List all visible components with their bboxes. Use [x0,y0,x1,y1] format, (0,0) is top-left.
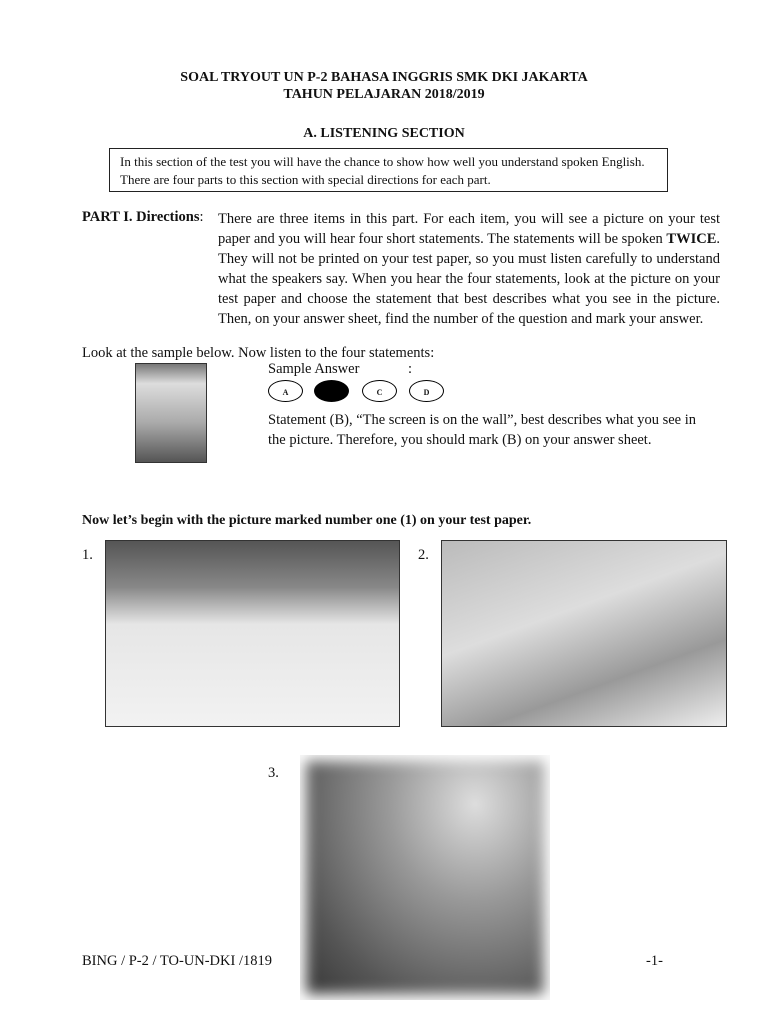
question-number-1: 1. [82,547,93,563]
header-title: SOAL TRYOUT UN P-2 BAHASA INGGRIS SMK DKI JAKARTA [180,70,588,85]
part-colon: : [199,209,204,225]
picture-laboratory [441,540,727,727]
directions-text-a: There are three items in this part. For each item, you will see a picture on your test paper and you will hear four short statements. The statements will be spoken [218,211,720,247]
intro-box: In this section of the test you will have the chance to show how well you understand spoken English. There are four parts to this section with special directions for each part. [109,148,668,192]
directions-emphasis: TWICE [666,231,717,247]
sample-explanation: Statement (B), “The screen is on the wall”, best describes what you see in the picture. Therefore, you should mark (B) on your answer sheet. [268,412,697,448]
part-directions [218,209,720,329]
sample-intro: Look at the sample below. Now listen to the four statements: [82,345,435,361]
directions-text-b: . They will not be printed on your test paper, so you must listen carefully to understand what the speakers say. When you hear the four statements, look at the picture on your test paper and choose the statement that best describes what you see in the picture. Then, on your answer sheet, find the number of the question and mark your answer. [218,231,720,327]
option-a: A [268,380,303,402]
begin-instruction: Now let’s begin with the picture marked number one (1) on your test paper. [82,513,532,528]
option-c: C [362,380,397,402]
header-year: TAHUN PELAJARAN 2018/2019 [283,87,485,102]
option-d: D [409,380,444,402]
sample-picture [135,363,207,463]
option-b-selected: B [314,380,349,402]
page-number: -1- [646,953,663,969]
question-number-2: 2. [418,547,429,563]
footer-code: BING / P-2 / TO-UN-DKI /1819 [82,953,272,969]
picture-beach [300,755,550,1000]
picture-hockey [105,540,400,727]
sample-answer-colon: : [408,361,413,377]
sample-answer-label: Sample Answer [268,361,360,377]
question-number-3: 3. [268,765,279,781]
section-title: A. LISTENING SECTION [303,126,465,141]
part-label [82,209,204,226]
part-label-text: PART I. Directions [82,209,200,225]
